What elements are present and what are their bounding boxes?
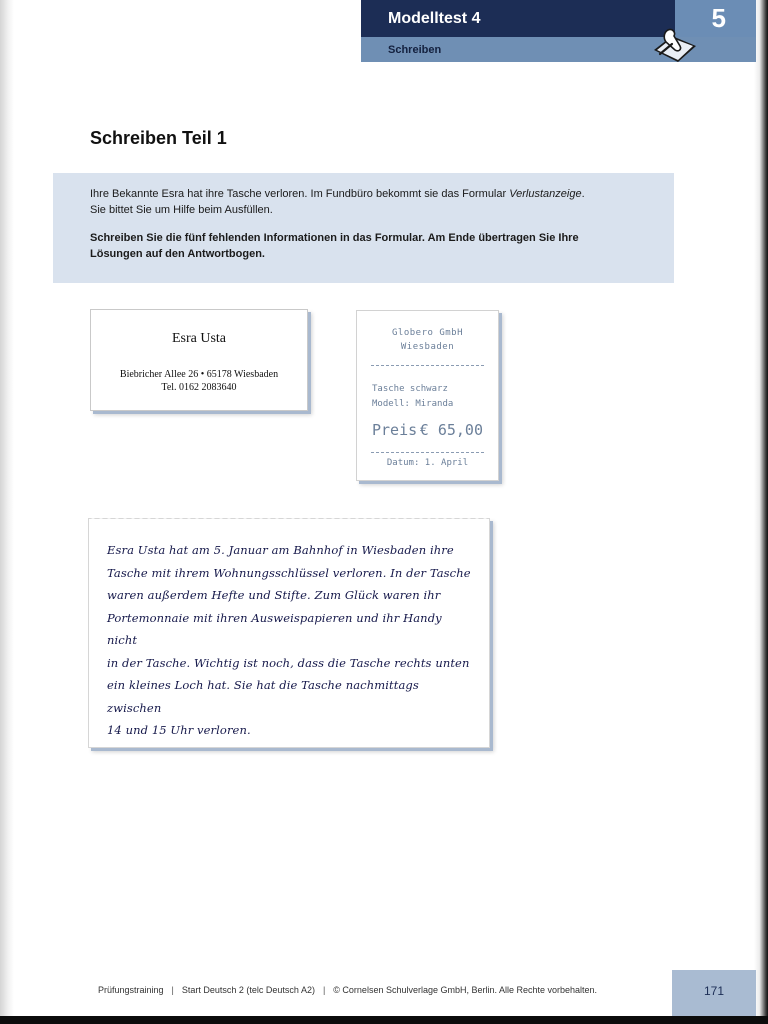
footer-separator: |	[322, 985, 326, 995]
note-line: Portemonnaie mit ihren Ausweispapieren und ihr Handy nicht	[107, 610, 442, 647]
note-line: ein kleines Loch hat. Sie hat die Tasche nachmittags zwischen	[107, 678, 419, 715]
receipt-model: Modell: Miranda	[372, 399, 454, 409]
page-number: 171	[672, 970, 756, 1016]
receipt-date: Datum: 1. April	[386, 458, 469, 468]
footer	[98, 985, 597, 995]
card-phone: Tel. 0162 2083640	[161, 382, 237, 393]
instruction-task	[90, 230, 638, 262]
test-number: 5	[675, 0, 756, 37]
page-bottom-edge	[0, 1016, 768, 1024]
instruction-form-name: Verlustanzeige	[509, 188, 582, 200]
test-subtitle: Schreiben	[361, 37, 756, 62]
receipt-store: Globero GmbH	[391, 328, 464, 338]
instruction-box	[53, 173, 674, 283]
instruction-intro-end: .	[581, 188, 585, 200]
test-title: Modelltest 4	[361, 0, 675, 37]
footer-separator: |	[171, 985, 174, 995]
card-address: Biebricher Allee 26 • 65178 Wiesbaden	[119, 369, 279, 380]
footer-book-title: Start Deutsch 2 (telc Deutsch A2)	[181, 985, 315, 995]
handwritten-note	[88, 518, 490, 748]
footer-series: Prüfungstraining	[98, 985, 164, 995]
business-card	[90, 309, 308, 411]
section-title: Schreiben Teil 1	[90, 128, 227, 148]
note-line: 14 und 15 Uhr verloren.	[107, 723, 251, 737]
receipt	[356, 310, 499, 481]
receipt-item: Tasche schwarz	[372, 384, 448, 394]
footer-copyright: © Cornelsen Schulverlage GmbH, Berlin. Alle Rechte vorbehalten.	[333, 985, 598, 995]
writing-hand-icon	[648, 24, 700, 68]
instruction-intro	[90, 186, 638, 202]
note-perforated-edge	[89, 516, 489, 522]
page-edge	[754, 0, 768, 1024]
note-line: Tasche mit ihrem Wohnungsschlüssel verloren. In der Tasche	[107, 565, 471, 580]
instruction-intro-text: Ihre Bekannte Esra hat ihre Tasche verloren. Im Fundbüro bekommt sie das Formular	[90, 188, 510, 200]
receipt-price-label: Preis	[372, 421, 418, 439]
instruction-task-line1: Schreiben Sie die fünf fehlenden Informationen in das Formular. Am Ende übertragen Sie Ihre	[90, 232, 579, 244]
receipt-price-value: € 65,00	[419, 421, 483, 439]
instruction-task-line2: Lösungen auf den Antwortbogen.	[90, 248, 265, 260]
receipt-divider	[371, 452, 484, 453]
card-name: Esra Usta	[171, 331, 227, 346]
instruction-intro-line2: Sie bittet Sie um Hilfe beim Ausfüllen.	[90, 204, 273, 216]
note-line: in der Tasche. Wichtig ist noch, dass die Tasche rechts unten	[107, 655, 470, 670]
receipt-divider	[371, 365, 484, 366]
receipt-city: Wiesbaden	[400, 342, 455, 352]
note-line: Esra Usta hat am 5. Januar am Bahnhof in Wiesbaden ihre	[107, 543, 454, 557]
note-line: waren außerdem Hefte und Stifte. Zum Glück waren ihr	[107, 588, 441, 602]
note-text	[107, 539, 475, 742]
page-gutter-shadow	[0, 0, 14, 1024]
